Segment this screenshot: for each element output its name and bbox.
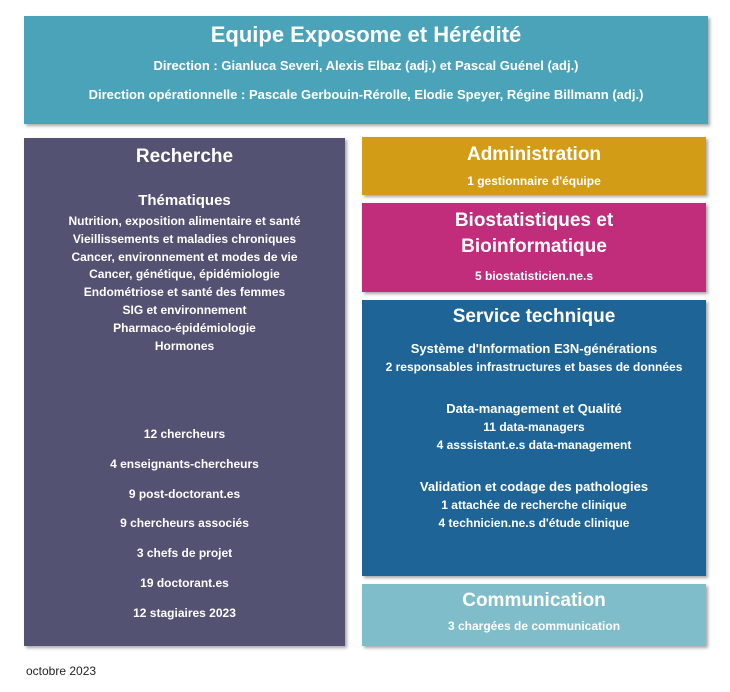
direction-operationnelle-line: Direction opérationnelle : Pascale Gerbouin-Rérolle, Elodie Speyer, Régine Billmann (adj.) <box>88 87 644 102</box>
thematique-item: SIG et environnement <box>122 302 247 317</box>
administration-title: Administration <box>466 144 602 165</box>
service-group-item: 11 data-managers <box>483 420 585 434</box>
stat-item: 3 chefs de projet <box>136 546 233 561</box>
service-group-title: Validation et codage des pathologies <box>419 479 649 494</box>
service-technique-title: Service technique <box>452 306 616 327</box>
service-group-item: 1 attachée de recherche clinique <box>441 498 627 512</box>
direction-line: Direction : Gianluca Severi, Alexis Elbaz (adj.) et Pascal Guénel (adj.) <box>153 58 579 73</box>
stat-item: 4 enseignants-chercheurs <box>110 456 259 471</box>
service-group-title: Système d'Information E3N-générations <box>410 341 658 356</box>
thematique-item: Hormones <box>154 338 215 353</box>
stat-item: 12 chercheurs <box>143 427 226 441</box>
stat-item: 9 chercheurs associés <box>120 516 249 531</box>
team-title: Equipe Exposome et Hérédité <box>210 22 522 47</box>
recherche-box <box>24 138 345 646</box>
header-box <box>24 16 708 124</box>
communication-detail: 3 chargées de communication <box>447 619 621 633</box>
service-group-title: Data-management et Qualité <box>446 401 622 416</box>
recherche-stats <box>24 427 345 636</box>
service-group <box>362 340 706 376</box>
service-group-item: 2 responsables infrastructures et bases de données <box>385 360 683 374</box>
thematiques-list <box>24 213 345 355</box>
stat-item: 9 post-doctorant.es <box>128 486 241 501</box>
biostatistiques-title <box>362 208 706 260</box>
biostatistiques-title-line1: Biostatistiques et <box>454 210 614 231</box>
biostatistiques-detail: 5 biostatisticien.ne.s <box>474 269 594 283</box>
recherche-title: Recherche <box>135 146 234 167</box>
administration-detail: 1 gestionnaire d'équipe <box>467 174 601 188</box>
service-group <box>362 478 706 532</box>
thematique-item: Pharmaco-épidémiologie <box>113 320 256 335</box>
thematique-item: Endométriose et santé des femmes <box>83 285 286 300</box>
stat-item: 19 doctorant.es <box>140 575 229 590</box>
thematique-item: Nutrition, exposition alimentaire et santé <box>68 214 301 228</box>
thematique-item: Vieillissements et maladies chroniques <box>72 231 297 246</box>
service-group-item: 4 technicien.ne.s d'étude clinique <box>438 516 630 530</box>
date-label: octobre 2023 <box>26 664 97 678</box>
thematique-item: Cancer, génétique, épidémiologie <box>89 267 280 282</box>
stat-item: 12 stagiaires 2023 <box>133 605 236 620</box>
biostatistiques-box <box>362 203 706 292</box>
communication-title: Communication <box>462 590 606 611</box>
service-technique-box <box>362 300 706 576</box>
administration-box <box>362 137 706 195</box>
biostatistiques-title-line2: Bioinformatique <box>461 236 607 257</box>
service-group <box>362 400 706 454</box>
communication-box <box>362 584 706 646</box>
thematiques-title: Thématiques <box>138 192 231 209</box>
thematique-item: Cancer, environnement et modes de vie <box>71 249 298 264</box>
service-group-item: 4 asssistant.e.s data-management <box>436 438 632 452</box>
